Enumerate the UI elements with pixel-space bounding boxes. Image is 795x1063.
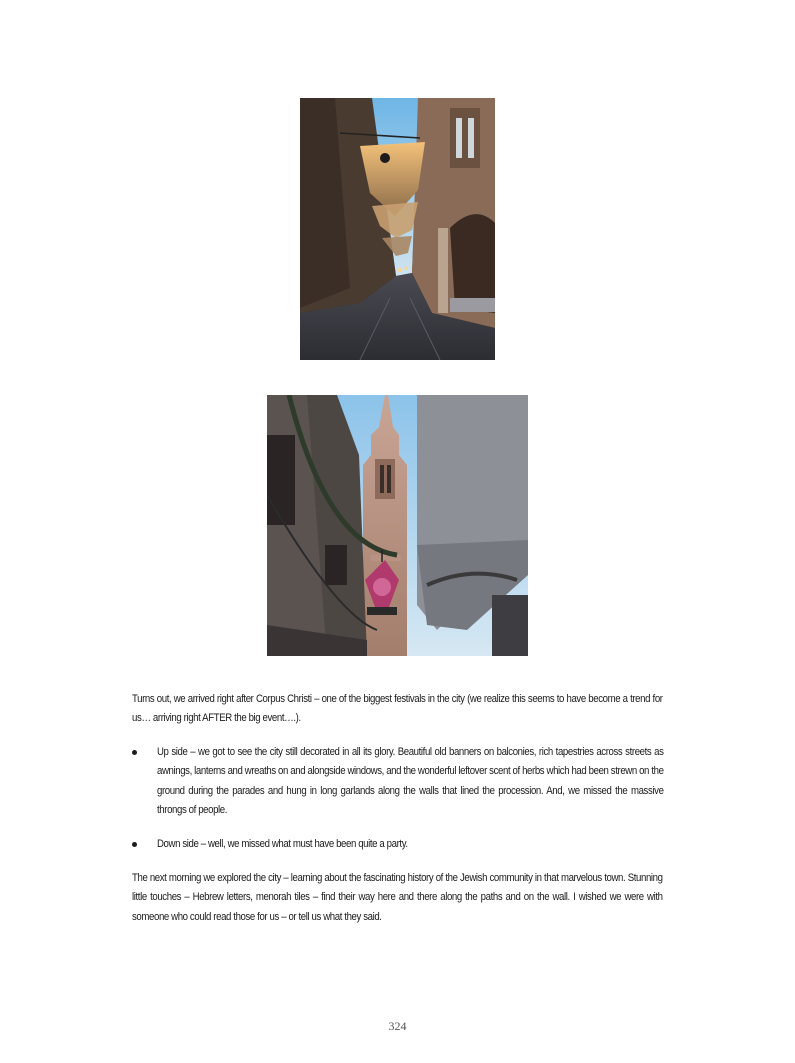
street-photo-illustration xyxy=(300,98,495,360)
page-number: 324 xyxy=(388,1019,407,1033)
intro-paragraph: Turns out, we arrived right after Corpus Christi – one of the biggest festivals in the city (we realize this seems to have become a trend for us… arriving right AFTER the big event….). xyxy=(132,693,663,725)
cathedral-tower-photo xyxy=(267,395,528,656)
list-item-text: Down side – well, we missed what must have been quite a party. xyxy=(157,838,408,850)
list-item xyxy=(132,743,663,824)
bullet-icon xyxy=(132,842,137,847)
street-photo xyxy=(300,98,495,360)
cathedral-tower-illustration xyxy=(267,395,528,656)
closing-paragraph: The next morning we explored the city – learning about the fascinating history of the Jewish community in that marvelous town. Stunning little touches – Hebrew letters, menorah tiles – find their way here and there along the paths and on the wall. I wished we were with someone who could read those for us – or tell us what they said. xyxy=(132,872,663,923)
pros-cons-list xyxy=(132,743,663,855)
list-item-text: Up side – we got to see the city still decorated in all its glory. Beautiful old banners on balconies, rich tapestries across streets as awnings, lanterns and wreaths on and alongside windows, and the wonderful leftover scent of herbs which had been strewn on the ground during the parades and hung in long garlands along the walls that lined the procession. And, we missed the massive throngs of people. xyxy=(157,746,664,817)
bullet-icon xyxy=(132,750,137,755)
list-item xyxy=(132,835,663,855)
